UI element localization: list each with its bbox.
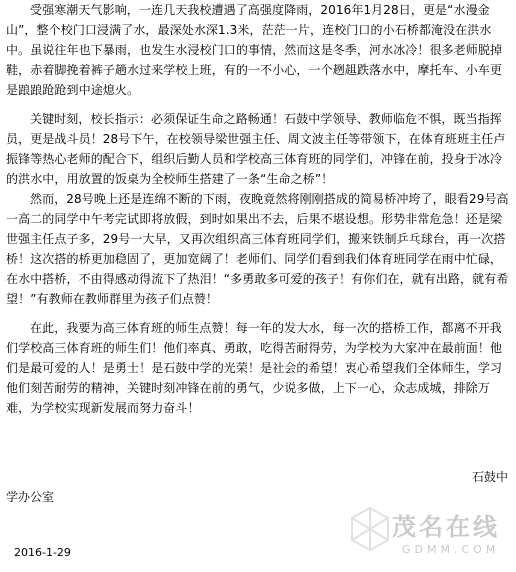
- paragraph-4: 在此，我要为高三体育班的师生点赞！每一年的发大水，每一次的搭桥工作，都离不开我们学校高三体育班的师生们！他们率真、勇敢，吃得苦耐得劳，为学校为大家冲在最前面！他们是最可爱的人！是勇士！是石鼓中学的光荣！是社会的希望！衷心希望我们全体师生，学习他们刻苦耐劳的精神，关键时刻冲锋在前的勇气，少说多做，上下一心，众志成城，排除万难，为学校实现新发展而努力奋斗！: [6, 321, 503, 415]
- article-body: [6, 0, 510, 418]
- paragraph-3: 然而，28号晚上还是连绵不断的下雨，夜晚竟然将刚刚搭成的简易桥冲垮了，眼看29号高一高二的同学中午考完试即将放假，到时如果出不去，后果不堪设想。形势非常危急！还是梁世强主任点子多，29号一大早，又再次组织高三体育班同学们，搬来铁制乒乓球台，再一次搭桥！这次搭的桥更加稳固了，更加宽阔了！老师们、同学们看到我们体育班同学在雨中忙碌，在水中搭桥，不由得感动得流下了热泪！“多勇敢多可爱的孩子！有你们在，就有出路，就有希望！”有教师在教师群里为孩子们点赞！: [6, 192, 509, 306]
- paragraph-2: 关键时刻，校长指示：必须保证生命之路畅通！石鼓中学领导、教师临危不惧，既当指挥员，更是战斗员！28号下午，在校领导梁世强主任、周文波主任等带领下，在体育班班主任卢振锋等热心老师的配合下，组织后勤人员和学校高三体育班的同学们，冲锋在前，投身于冰冷的洪水中，用放置的饭桌为全校师生搭建了一条“生命之桥”！: [6, 112, 506, 186]
- document-date: 2016-1-29: [14, 546, 71, 559]
- signature-office: 学办公室: [6, 490, 55, 504]
- watermark-subtext: GDMM.COM: [402, 543, 500, 556]
- paragraph-1: 受强寒潮天气影响，一连几天我校遭遇了高强度降雨，2016年1月28日，更是“水漫金山”，整个校门口浸满了水，最深处水深1.3米，茫茫一片，连校门口的小石桥都淹没在洪水中。虽说往年也下暴雨，也发生水浸校门口的事情，然而这是冬季，河水冰冷！很多老师脱掉鞋，赤着脚挽着裤子趟水过来学校上班，有的一不小心，一个趔趄跌落水中，摩托车、小车更是踉踉跄跄到中途熄火。: [6, 3, 503, 97]
- signature-school: 石鼓中: [471, 470, 508, 484]
- watermark-text: 茂名在线: [392, 513, 500, 541]
